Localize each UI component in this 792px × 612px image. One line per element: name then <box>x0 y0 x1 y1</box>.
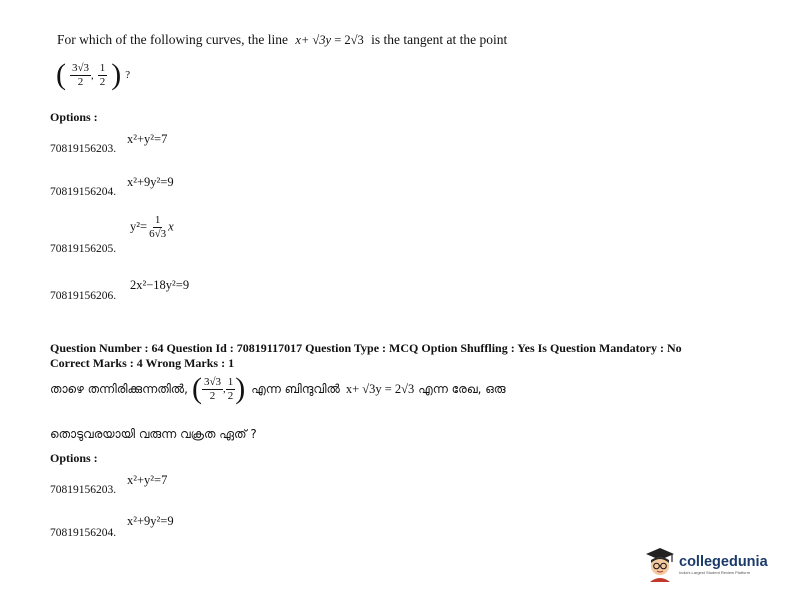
options-label-2: Options : <box>50 451 98 465</box>
q2-option-1-expression: x²+y²=7 <box>127 473 168 487</box>
option-4-expression: 2x²−18y²=9 <box>130 278 190 292</box>
left-paren: ( <box>56 58 66 91</box>
option-1-id: 70819156203. <box>50 143 117 155</box>
logo-tagline: India's Largest Student Review Platform <box>679 569 751 575</box>
q2-option-2-expression: x²+9y²=9 <box>127 514 174 528</box>
question-meta-line-2: Correct Marks : 4 Wrong Marks : 1 <box>50 356 235 370</box>
collegedunia-logo <box>644 546 768 582</box>
question-2-stem-mid: എന്ന ബിന്ദുവിൽ <box>251 381 340 396</box>
option-2-id: 70819156204. <box>50 186 117 198</box>
question-1-stem: For which of the following curves, the line <box>57 32 288 47</box>
question-2-line-2: തൊടുവരയായി വരുന്ന വക്രത ഏത് ? <box>50 427 257 441</box>
option-3-expression: y²= $\frac{1}{6√3}$ x <box>130 214 174 240</box>
q2-line-equation: x+ √3y = 2√3 <box>345 381 415 396</box>
q2-option-1-id: 70819156203. <box>50 484 117 496</box>
question-meta-line-1: Question Number : 64 Question Id : 70819117017 Question Type : MCQ Option Shuffling : Yes Is Question Mandatory : No <box>50 341 682 355</box>
question-mark: ? <box>125 69 131 81</box>
student-avatar-icon <box>644 546 676 582</box>
option-1-expression: x²+y²=7 <box>127 132 168 146</box>
point-y-fraction: $\frac{1}{2}$ <box>99 61 106 88</box>
question-2-stem: താഴെ തന്നിരിക്കുന്നതിൽ, <box>50 381 188 396</box>
logo-wordmark: collegedunia <box>679 553 768 570</box>
options-label: Options : <box>50 110 98 124</box>
question-2-line-1: താഴെ തന്നിരിക്കുന്നതിൽ, ( $\frac{3√3}{2}$ , $\frac{1}{2}$ ) എന്ന ബിന്ദുവിൽ x+ √3y = 2√3 എന്ന രേഖ, ഒരു <box>50 372 506 405</box>
question-1-stem-end: is the tangent at the point <box>371 32 508 47</box>
option-2-expression: x²+9y²=9 <box>127 175 174 189</box>
question-1-text <box>57 32 507 48</box>
q2-point-y-fraction: $\frac{1}{2}$ <box>227 375 234 402</box>
right-paren: ) <box>111 58 122 91</box>
question-2-stem-end: എന്ന രേഖ, ഒരു <box>418 381 506 396</box>
q2-option-2-id: 70819156204. <box>50 527 117 539</box>
option-3-fraction: $\frac{1}{6√3}$ <box>149 214 167 240</box>
point-x-fraction: $\frac{3√3}{2}$ <box>72 61 90 88</box>
option-4-id: 70819156206. <box>50 290 117 302</box>
q2-point-x-fraction: $\frac{3√3}{2}$ <box>204 375 222 402</box>
line-equation: x+ √3y = 2√3 <box>295 33 364 47</box>
option-3-id: 70819156205. <box>50 243 117 255</box>
question-1-point: ( $\frac{3√3}{2}$ , $\frac{1}{2}$ ) ? <box>56 58 131 91</box>
